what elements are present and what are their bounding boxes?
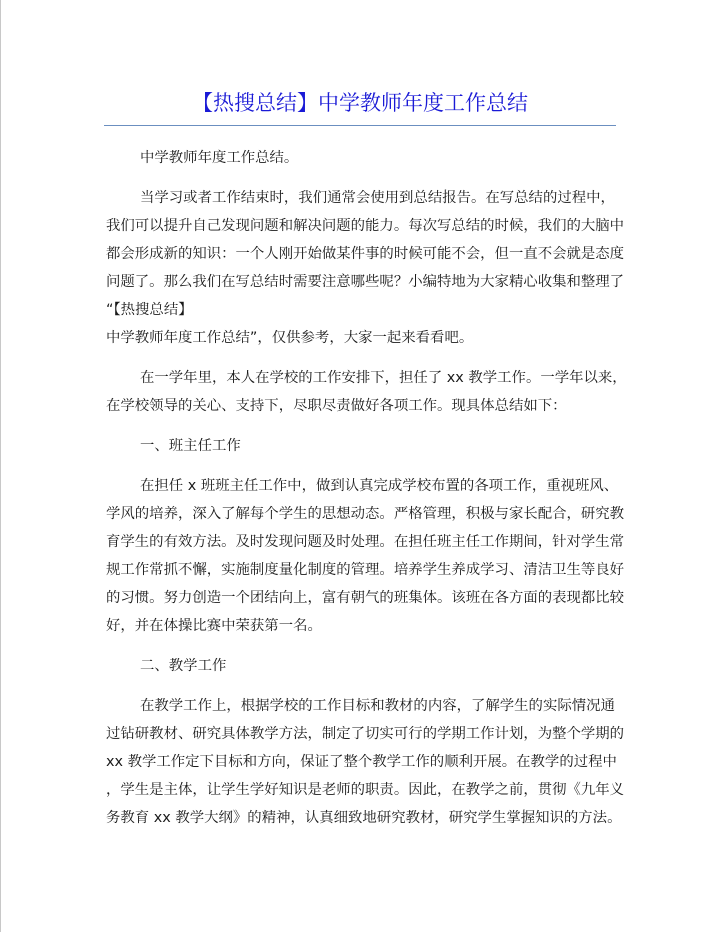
text-line: 过钻研教材、研究具体教学方法，制定了切实可行的学期工作计划，为整个学期的 [106,726,625,742]
paragraph [106,652,620,680]
text-line: 在担任 x 班班主任工作中，做到认真完成学校布置的各项工作，重视班风、 [140,478,619,494]
paragraph [106,364,627,420]
text-line: 的习惯。努力创造一个团结向上，富有朝气的班集体。该班在各方面的表现都比较 [106,590,625,606]
text-line: 一、班主任工作 [140,438,241,454]
text-line: 当学习或者工作结束时，我们通常会使用到总结报告。在写总结的过程中， [140,190,615,206]
text-line: 中学教师年度工作总结。 [140,150,299,166]
text-line: 学风的培养，深入了解每个学生的思想动态。严格管理，积极与家长配合，研究教 [106,506,625,522]
text-line: xx 教学工作定下目标和方向，保证了整个教学工作的顺利开展。在教学的过程中 [106,754,617,770]
text-line: 育学生的有效方法。及时发现问题及时处理。在担任班主任工作期间，针对学生常 [106,534,625,550]
page-edge [0,0,1,932]
paragraph [106,692,625,832]
text-line: 在教学工作上，根据学校的工作目标和教材的内容，了解学生的实际情况通 [140,698,615,714]
paragraph [106,184,625,352]
text-line: 务教育 xx 教学大纲》的精神，认真细致地研究教材，研究学生掌握知识的方法。 [106,810,622,826]
text-line: 二、教学工作 [140,658,227,674]
paragraph [106,432,620,460]
text-line: 规工作常抓不懈，实施制度量化制度的管理。培养学生养成学习、清洁卫生等良好 [106,562,625,578]
text-line: 我们可以提升自己发现问题和解决问题的能力。每次写总结的时候，我们的大脑中 [106,218,625,234]
paragraph [106,144,620,172]
text-line: 都会形成新的知识：一个人刚开始做某件事的时候可能不会，但一直不会就是态度 [106,246,625,262]
text-line: “【热搜总结】 [106,302,193,318]
document-body [106,144,627,844]
document-title: 【热搜总结】中学教师年度工作总结 [192,91,528,115]
text-line: 中学教师年度工作总结”，仅供参考，大家一起来看看吧。 [106,330,474,346]
title-divider [104,125,616,126]
text-line: ，学生是主体，让学生学好知识是老师的职责。因此，在教学之前，贯彻《九年义 [106,782,625,798]
text-line: 在学校领导的关心、支持下，尽职尽责做好各项工作。现具体总结如下： [106,398,567,414]
text-line: 在一学年里，本人在学校的工作安排下，担任了 xx 教学工作。一学年以来， [140,370,627,386]
text-line: 好，并在体操比赛中荣获第一名。 [106,618,322,634]
text-line: 问题了。那么我们在写总结时需要注意哪些呢？小编特地为大家精心收集和整理了 [106,274,625,290]
paragraph [106,472,625,640]
